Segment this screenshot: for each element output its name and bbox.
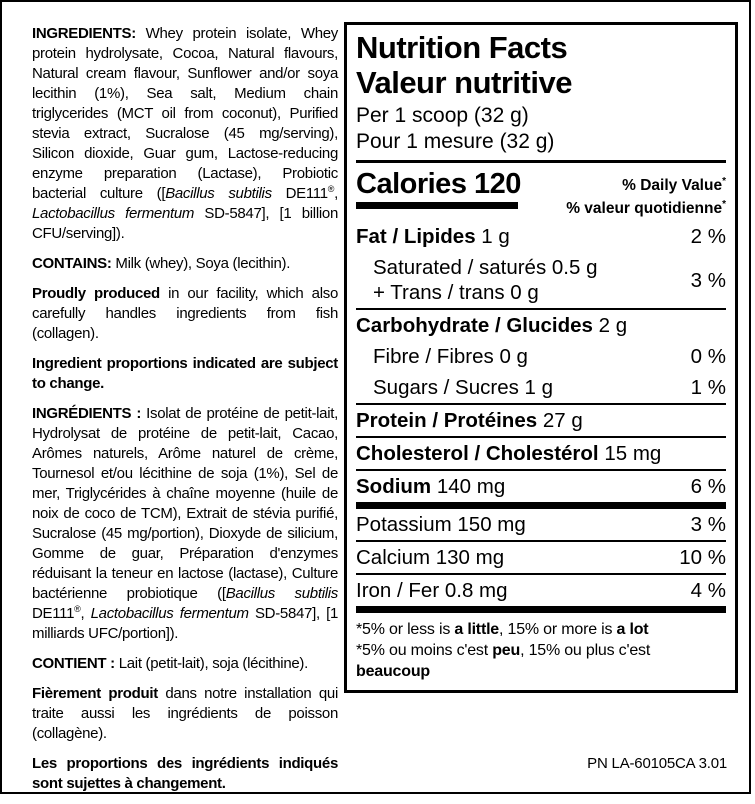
species-name: Bacillus subtilis xyxy=(225,585,338,602)
daily-value-header-fr xyxy=(566,195,726,218)
cholesterol-amount: 15 mg xyxy=(598,442,662,466)
sugars-label: Sugars / Sucres 1 g xyxy=(373,376,554,400)
carbohydrate-label xyxy=(356,313,627,338)
strain-code-tail: SD-5847], [1 billion CFU/serving]). xyxy=(32,205,338,242)
registered-trademark-symbol: ® xyxy=(74,604,81,614)
calories-text xyxy=(356,169,521,199)
proudly-produced-en-label: Proudly produced xyxy=(32,285,160,302)
fat-name: Fat / Lipides xyxy=(356,225,476,249)
potassium-dv-percent: 3 % xyxy=(690,513,726,537)
saturated-line: Saturated / saturés 0.5 g xyxy=(373,256,598,280)
ingredients-en-text: Whey protein isolate, Whey protein hydrolysate, Cocoa, Natural flavours, Natural cream flavour, Sunflower and/or soya lecithin (1%), Sea salt, Medium chain triglycerides (MCT oil from coconut), Purified stevia extract, Sucralose (45 mg/serving), Silicon dioxide, Guar gum, Lactose-reducing enzyme preparation (Lactase), Probiotic bacterial culture ([ xyxy=(32,25,338,202)
serving-size-en: Per 1 scoop (32 g) xyxy=(356,104,529,127)
daily-value-footnotes xyxy=(356,619,726,682)
footnote-fr-part: *5% ou moins c'est xyxy=(356,642,493,660)
footnote-fr-part: , 15% ou plus c'est xyxy=(520,642,651,660)
fibre-label: Fibre / Fibres 0 g xyxy=(373,345,528,369)
ingredients-fr-text: Isolat de protéine de petit-lait, Hydrolysat de protéine de petit-lait, Cacao, Arômes naturels, Arôme naturel de crème, Tournesol et/ou lécithine de soja (1%), Sel de mer, Triglycérides à chaîne moyenne (huile de noix de coco de TCM), Extrait de stévia purifié, Sucralose (45 mg/portion), Dioxyde de silicium, Gomme de guar, Préparation d'enzymes réduisant la teneur en lactose (lactase), Culture bactérienne probiotique ([ xyxy=(32,405,338,602)
nutrition-facts-title-en: Nutrition Facts xyxy=(356,30,568,65)
footnote-en-part: , 15% or more is xyxy=(499,621,617,639)
species-name: Bacillus subtilis xyxy=(165,185,272,202)
daily-value-header-en xyxy=(566,172,726,195)
sodium-dv-percent: 6 % xyxy=(690,475,726,499)
sodium-name: Sodium xyxy=(356,475,432,499)
nutrient-row-fat xyxy=(356,221,726,252)
ingredients-panel xyxy=(32,24,338,804)
nutrient-row-saturated-trans xyxy=(356,252,726,308)
nutrient-row-iron xyxy=(356,575,726,606)
nutrient-row-calcium xyxy=(356,542,726,573)
serving-size-block xyxy=(356,103,726,155)
nutrition-facts-title-fr: Valeur nutritive xyxy=(356,65,572,100)
calories-row xyxy=(356,169,726,218)
protein-label xyxy=(356,408,583,433)
potassium-label: Potassium 150 mg xyxy=(356,513,526,537)
nutrient-row-cholesterol xyxy=(356,438,726,469)
ingredients-en-paragraph xyxy=(32,24,338,244)
footnote-asterisk: * xyxy=(722,176,726,187)
footnote-en-bold: a little xyxy=(454,621,500,639)
calcium-dv-percent: 10 % xyxy=(679,546,726,570)
contient-fr-paragraph xyxy=(32,654,338,674)
protein-name: Protein / Protéines xyxy=(356,409,538,433)
cholesterol-name: Cholesterol / Cholestérol xyxy=(356,442,599,466)
registered-trademark-symbol: ® xyxy=(327,184,335,194)
subject-to-change-fr-paragraph: Les proportions des ingrédients indiqués sont sujettes à changement. xyxy=(32,755,338,792)
proudly-produced-en-text: in our facility, which also carefully handles ingredients from fish (collagen). xyxy=(32,285,338,342)
subject-to-change-en-paragraph: Ingredient proportions indicated are subject to change. xyxy=(32,355,338,392)
nutrient-row-carbohydrate xyxy=(356,310,726,341)
carbohydrate-amount: 2 g xyxy=(592,314,628,338)
species-name: Lactobacillus fermentum xyxy=(90,605,249,622)
sodium-label xyxy=(356,474,505,499)
nutrient-row-potassium xyxy=(356,509,726,540)
part-number: PN LA-60105CA 3.01 xyxy=(587,755,727,772)
iron-dv-percent: 4 % xyxy=(690,579,726,603)
separator-text: , xyxy=(334,185,338,202)
sodium-amount: 140 mg xyxy=(431,475,506,499)
contient-fr-label: CONTIENT : xyxy=(32,655,115,672)
serving-size-fr: Pour 1 mesure (32 g) xyxy=(356,130,555,153)
separator-text: , xyxy=(80,605,91,622)
footnote-fr xyxy=(356,640,726,682)
contains-en-text: Milk (whey), Soya (lecithin). xyxy=(111,255,291,272)
divider-medium xyxy=(356,160,726,163)
daily-value-text-fr: % valeur quotidienne xyxy=(566,200,723,218)
contains-en-label: CONTAINS: xyxy=(32,255,112,272)
calories-underline-bar xyxy=(356,202,518,209)
nutrient-row-sugars xyxy=(356,372,726,403)
proudly-produced-en-paragraph xyxy=(32,284,338,344)
daily-value-text-en: % Daily Value xyxy=(622,177,723,195)
strain-code: DE111 xyxy=(32,605,75,622)
fierement-produit-fr-paragraph xyxy=(32,684,338,744)
fat-label xyxy=(356,224,510,249)
ingredients-fr-paragraph xyxy=(32,404,338,644)
footnote-fr-bold: peu xyxy=(492,642,521,660)
fibre-dv-percent: 0 % xyxy=(690,345,726,369)
calories-value: 120 xyxy=(474,168,521,200)
footnote-asterisk: * xyxy=(722,199,726,211)
fierement-produit-fr-label: Fièrement produit xyxy=(32,685,158,702)
saturated-trans-label xyxy=(356,255,598,305)
divider-thick xyxy=(356,502,726,509)
daily-value-header xyxy=(566,169,726,218)
strain-code-tail: SD-5847], [1 milliards UFC/portion]). xyxy=(32,605,338,642)
footnote-en-part: *5% or less is xyxy=(356,621,455,639)
carbohydrate-name: Carbohydrate / Glucides xyxy=(356,314,593,338)
calories-block xyxy=(356,169,521,209)
footnote-en-bold: a lot xyxy=(616,621,649,639)
cholesterol-label xyxy=(356,441,661,466)
divider-thick xyxy=(356,606,726,613)
ingredients-fr-label: INGRÉDIENTS : xyxy=(32,405,142,422)
saturated-trans-dv-percent: 3 % xyxy=(690,268,726,292)
calories-label: Calories xyxy=(356,168,467,200)
nutrition-facts-panel xyxy=(344,22,738,693)
nutrient-row-fibre xyxy=(356,341,726,372)
species-name: Lactobacillus fermentum xyxy=(32,205,195,222)
fierement-produit-fr-text: dans notre installation qui traite aussi les ingrédients de poisson (collagène). xyxy=(32,685,338,742)
fat-amount: 1 g xyxy=(475,225,510,249)
fat-dv-percent: 2 % xyxy=(690,225,726,249)
footnote-fr-bold: beaucoup xyxy=(356,663,430,681)
sugars-dv-percent: 1 % xyxy=(690,376,726,400)
ingredients-en-label: INGREDIENTS: xyxy=(32,25,136,42)
nutrient-row-sodium xyxy=(356,471,726,502)
protein-amount: 27 g xyxy=(537,409,583,433)
footnote-en xyxy=(356,619,726,640)
iron-label: Iron / Fer 0.8 mg xyxy=(356,579,508,603)
nutrient-row-protein xyxy=(356,405,726,436)
calcium-label: Calcium 130 mg xyxy=(356,546,505,570)
trans-line: + Trans / trans 0 g xyxy=(373,281,539,305)
contains-en-paragraph xyxy=(32,254,338,274)
strain-code: DE111 xyxy=(271,185,328,202)
contient-fr-text: Lait (petit-lait), soja (lécithine). xyxy=(114,655,308,672)
